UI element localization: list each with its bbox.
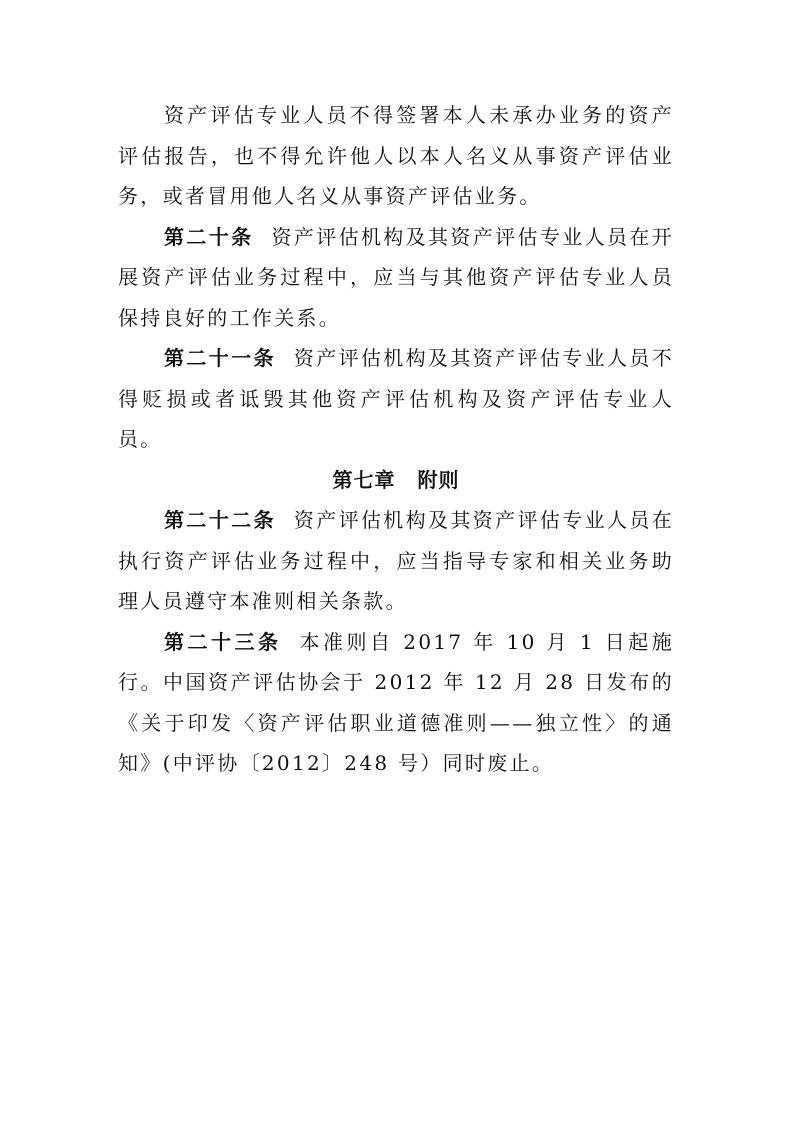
chapter-number: 第七章 (332, 467, 396, 492)
document-page (118, 95, 674, 784)
article-number: 第二十一条 (164, 346, 276, 370)
chapter-title: 附则 (417, 467, 460, 492)
paragraph-text: 资产评估专业人员不得签署本人未承办业务的资产评估报告，也不得允许他人以本人名义从事资产评估业务，或者冒用他人名义从事资产评估业务。 (118, 103, 674, 208)
article-number: 第二十条 (164, 224, 254, 249)
article-22 (118, 500, 674, 622)
article-number: 第二十三条 (164, 629, 282, 654)
paragraph-continuation (118, 95, 674, 217)
article-21 (118, 338, 674, 460)
article-text: 资产评估机构及其资产评估专业人员在执行资产评估业务过程中，应当指导专家和相关业务助理人员遵守本准则相关条款。 (118, 508, 675, 613)
article-text: 资产评估机构及其资产评估专业人员不得贬损或者诋毁其他资产评估机构及资产评估专业人员。 (118, 346, 675, 451)
chapter-heading (118, 460, 674, 501)
article-23 (118, 622, 674, 784)
article-number: 第二十二条 (164, 508, 276, 532)
article-text: 资产评估机构及其资产评估专业人员在开展资产评估业务过程中，应当与其他资产评估专业人员保持良好的工作关系。 (118, 224, 674, 330)
article-text: 本准则自 2017 年 10 月 1 日起施行。中国资产评估协会于 2012 年 12 月 28 日发布的《关于印发〈资产评估职业道德准则——独立性〉的通知》(中评协〔2012〕248 号）同时废止。 (118, 629, 674, 775)
article-20 (118, 217, 674, 339)
